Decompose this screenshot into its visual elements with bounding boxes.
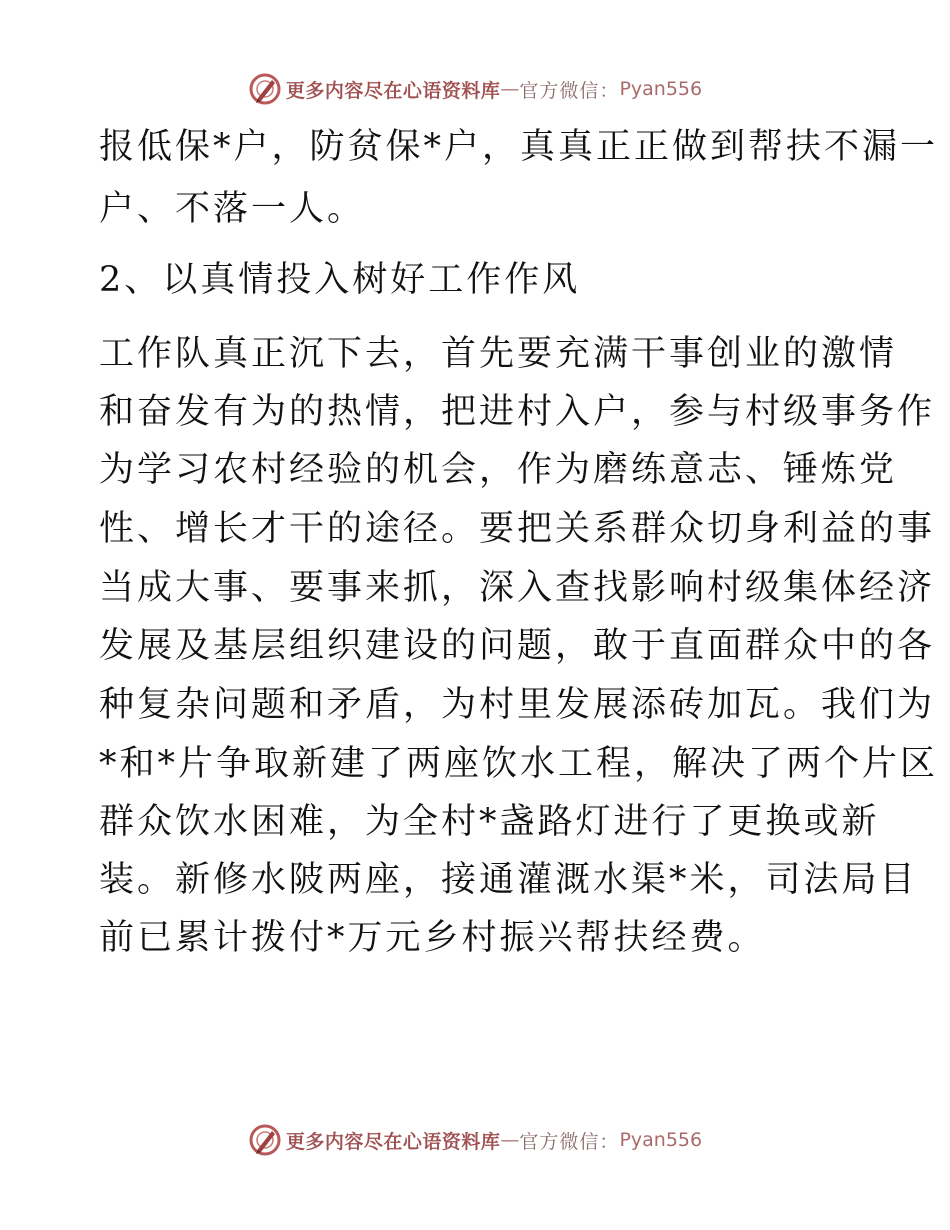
watermark-official-label: 官方微信： (519, 1130, 620, 1153)
watermark-text: 更多内容尽在心语资料库 (285, 1130, 501, 1153)
body-line: *和*片争取新建了两座饮水工程，解决了两个片区 (99, 744, 939, 784)
body-line: 前已累计拨付*万元乡村振兴帮扶经费。 (99, 918, 766, 958)
body-line: 报低保*户，防贫保*户，真真正正做到帮扶不漏一 (99, 127, 939, 167)
watermark-wechat-id: Pyan556 (619, 1129, 703, 1151)
body-line: 种复杂问题和矛盾，为村里发展添砖加瓦。我们为 (99, 685, 936, 725)
body-line: 发展及基层组织建设的问题，敢于直面群众中的各 (99, 626, 936, 666)
pen-circle-logo-icon (248, 1123, 282, 1157)
watermark-dash: — (500, 78, 520, 100)
watermark-dash: — (500, 1129, 520, 1151)
body-line: 装。新修水陂两座，接通灌溉水渠*米，司法局目 (99, 860, 918, 900)
watermark-wechat-id: Pyan556 (619, 78, 703, 100)
section-heading: 2、以真情投入树好工作作风 (99, 260, 581, 300)
footer-watermark (0, 1122, 950, 1158)
body-line: 当成大事、要事来抓，深入查找影响村级集体经济 (99, 568, 936, 608)
body-line: 为学习农村经验的机会，作为磨练意志、锤炼党 (99, 450, 898, 490)
body-line: 和奋发有为的热情，把进村入户，参与村级事务作 (99, 392, 936, 432)
header-watermark (0, 71, 950, 107)
body-line: 工作队真正沉下去，首先要充满干事创业的激情 (99, 334, 898, 374)
watermark-text: 更多内容尽在心语资料库 (285, 79, 501, 102)
pen-circle-logo-icon (248, 72, 282, 106)
watermark-official-label: 官方微信： (519, 79, 620, 102)
body-line: 群众饮水困难，为全村*盏路灯进行了更换或新 (99, 802, 880, 842)
body-line: 性、增长才干的途径。要把关系群众切身利益的事 (99, 509, 936, 549)
body-line: 户、不落一人。 (99, 189, 366, 229)
